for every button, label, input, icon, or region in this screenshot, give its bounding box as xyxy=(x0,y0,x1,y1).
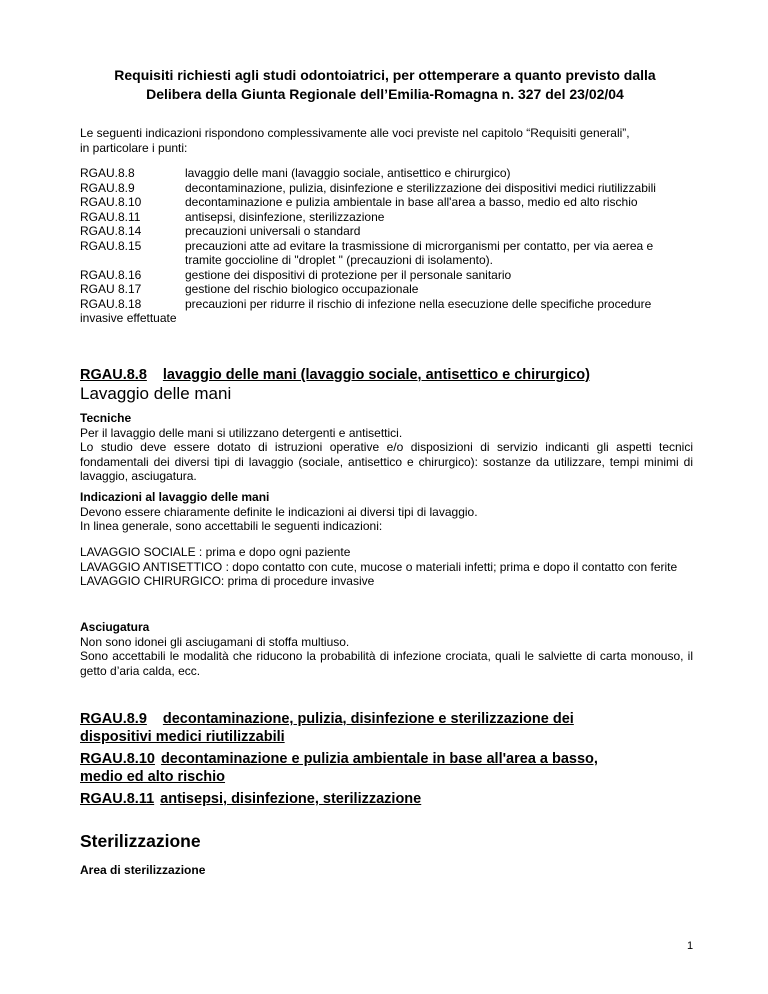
section-heading-text-cont: medio ed alto rischio xyxy=(80,769,226,785)
requirement-description: tramite goccioline di "droplet " (precauzioni di isolamento). xyxy=(185,253,493,267)
requirement-code: RGAU.8.10 xyxy=(80,195,142,209)
requirement-row xyxy=(80,297,700,312)
indicazioni-block xyxy=(80,490,693,534)
asciugatura-paragraph-2: Sono accettabili le modalità che riducono la probabilità di infezione crociata, quali le salviette di carta monouso, il getto d’aria calda, ecc. xyxy=(80,649,693,678)
lavaggio-sociale: LAVAGGIO SOCIALE : prima e dopo ogni paziente xyxy=(80,545,351,559)
requirement-description: decontaminazione, pulizia, disinfezione e sterilizzazione dei dispositivi medici riutilizzabili xyxy=(185,180,656,195)
tecniche-label: Tecniche xyxy=(80,411,132,425)
section-heading-text: antisepsi, disinfezione, sterilizzazione xyxy=(160,791,422,807)
requirement-code: RGAU.8.18 xyxy=(80,296,142,311)
indicazioni-label: Indicazioni al lavaggio delle mani xyxy=(80,490,270,504)
section-8-9-heading xyxy=(80,710,693,746)
requirement-row xyxy=(80,253,700,268)
indicazioni-paragraph-1: Devono essere chiaramente definite le indicazioni ai diversi tipi di lavaggio. xyxy=(80,504,478,519)
asciugatura-paragraph-1: Non sono idonei gli asciugamani di stoffa multiuso. xyxy=(80,634,350,649)
asciugatura-block xyxy=(80,620,693,678)
requirement-code: RGAU.8.15 xyxy=(80,238,142,253)
section-8-10-heading xyxy=(80,750,693,786)
section-heading-text-cont: dispositivi medici riutilizzabili xyxy=(80,729,285,745)
page-number: 1 xyxy=(687,940,694,952)
requirement-row xyxy=(80,239,700,254)
section-code: RGAU.8.11 xyxy=(80,791,155,807)
section-code: RGAU.8.9 xyxy=(80,711,147,727)
requirement-row xyxy=(80,181,700,196)
requirement-code xyxy=(80,253,185,268)
requirement-row xyxy=(80,268,700,283)
requirement-code: RGAU.8.11 xyxy=(80,209,141,224)
tecniche-block xyxy=(80,411,693,484)
requirement-code: RGAU.8.16 xyxy=(80,267,142,282)
requirement-code: RGAU.8.8 xyxy=(80,166,135,180)
section-title: Lavaggio delle mani xyxy=(80,384,232,403)
intro-line-2: in particolare i punti: xyxy=(80,140,188,155)
section-heading-text: decontaminazione e pulizia ambientale in base all'area a basso, xyxy=(160,751,598,767)
intro-line-1: Le seguenti indicazioni rispondono complessivamente alle voci previste nel capitolo “Requisiti generali”, xyxy=(80,126,630,140)
requirement-description: lavaggio delle mani (lavaggio sociale, antisettico e chirurgico) xyxy=(185,166,511,180)
requirement-row xyxy=(80,224,700,239)
requirement-code: RGAU 8.17 xyxy=(80,282,142,296)
requirement-description: decontaminazione e pulizia ambientale in base all'area a basso, medio ed alto rischio xyxy=(185,195,638,209)
requirements-list xyxy=(80,166,700,326)
intro-paragraph xyxy=(80,126,700,155)
tecniche-paragraph-1: Per il lavaggio delle mani si utilizzano detergenti e antisettici. xyxy=(80,425,403,440)
requirement-description: precauzioni atte ad evitare la trasmissione di microrganismi per contatto, per via aerea e xyxy=(185,238,654,253)
requirement-row xyxy=(80,195,700,210)
asciugatura-label: Asciugatura xyxy=(80,620,150,634)
requirement-description: antisepsi, disinfezione, sterilizzazione xyxy=(185,209,385,224)
requirement-code: RGAU.8.9 xyxy=(80,180,135,195)
section-code: RGAU.8.8 xyxy=(80,367,147,383)
title-line-2: Delibera della Giunta Regionale dell’Emilia-Romagna n. 327 del 23/02/04 xyxy=(146,86,624,102)
requirement-tail: invasive effettuate xyxy=(80,311,177,325)
section-heading-text: decontaminazione, pulizia, disinfezione e sterilizzazione dei xyxy=(162,711,574,727)
sterilizzazione-title: Sterilizzazione xyxy=(80,831,201,851)
title-line-1: Requisiti richiesti agli studi odontoiatrici, per ottemperare a quanto previsto dalla xyxy=(114,67,656,83)
section-8-11-heading xyxy=(80,790,693,808)
requirement-row xyxy=(80,210,700,225)
section-8-8-heading xyxy=(80,366,693,404)
requirement-description: gestione dei dispositivi di protezione per il personale sanitario xyxy=(185,267,512,282)
requirement-description: precauzioni universali o standard xyxy=(185,224,361,238)
tecniche-paragraph-2: Lo studio deve essere dotato di istruzioni operative e/o disposizioni di servizio indicanti gli aspetti tecnici fondamentali dei diversi tipi di lavaggio (sociale, antisettico e chirurgico): sostanze da utilizzare, tempi minimi di lavaggio, asciugatura. xyxy=(80,440,693,483)
document-title xyxy=(80,66,690,104)
lavaggio-antisettico: LAVAGGIO ANTISETTICO : dopo contatto con cute, mucose o materiali infetti; prima e dopo il contatto con ferite xyxy=(80,559,678,574)
indicazioni-paragraph-2: In linea generale, sono accettabili le seguenti indicazioni: xyxy=(80,519,383,533)
section-code: RGAU.8.10 xyxy=(80,751,155,767)
section-heading-text: lavaggio delle mani (lavaggio sociale, antisettico e chirurgico) xyxy=(162,367,590,383)
requirement-description: precauzioni per ridurre il rischio di infezione nella esecuzione delle specifiche procedure xyxy=(185,296,652,311)
requirement-code: RGAU.8.14 xyxy=(80,224,142,238)
lavaggio-chirurgico: LAVAGGIO CHIRURGICO: prima di procedure invasive xyxy=(80,574,375,588)
requirement-row xyxy=(80,166,700,181)
requirement-row xyxy=(80,282,700,297)
lavaggio-types xyxy=(80,545,693,589)
requirement-description: gestione del rischio biologico occupazionale xyxy=(185,282,419,296)
area-sterilizzazione-label: Area di sterilizzazione xyxy=(80,863,206,877)
